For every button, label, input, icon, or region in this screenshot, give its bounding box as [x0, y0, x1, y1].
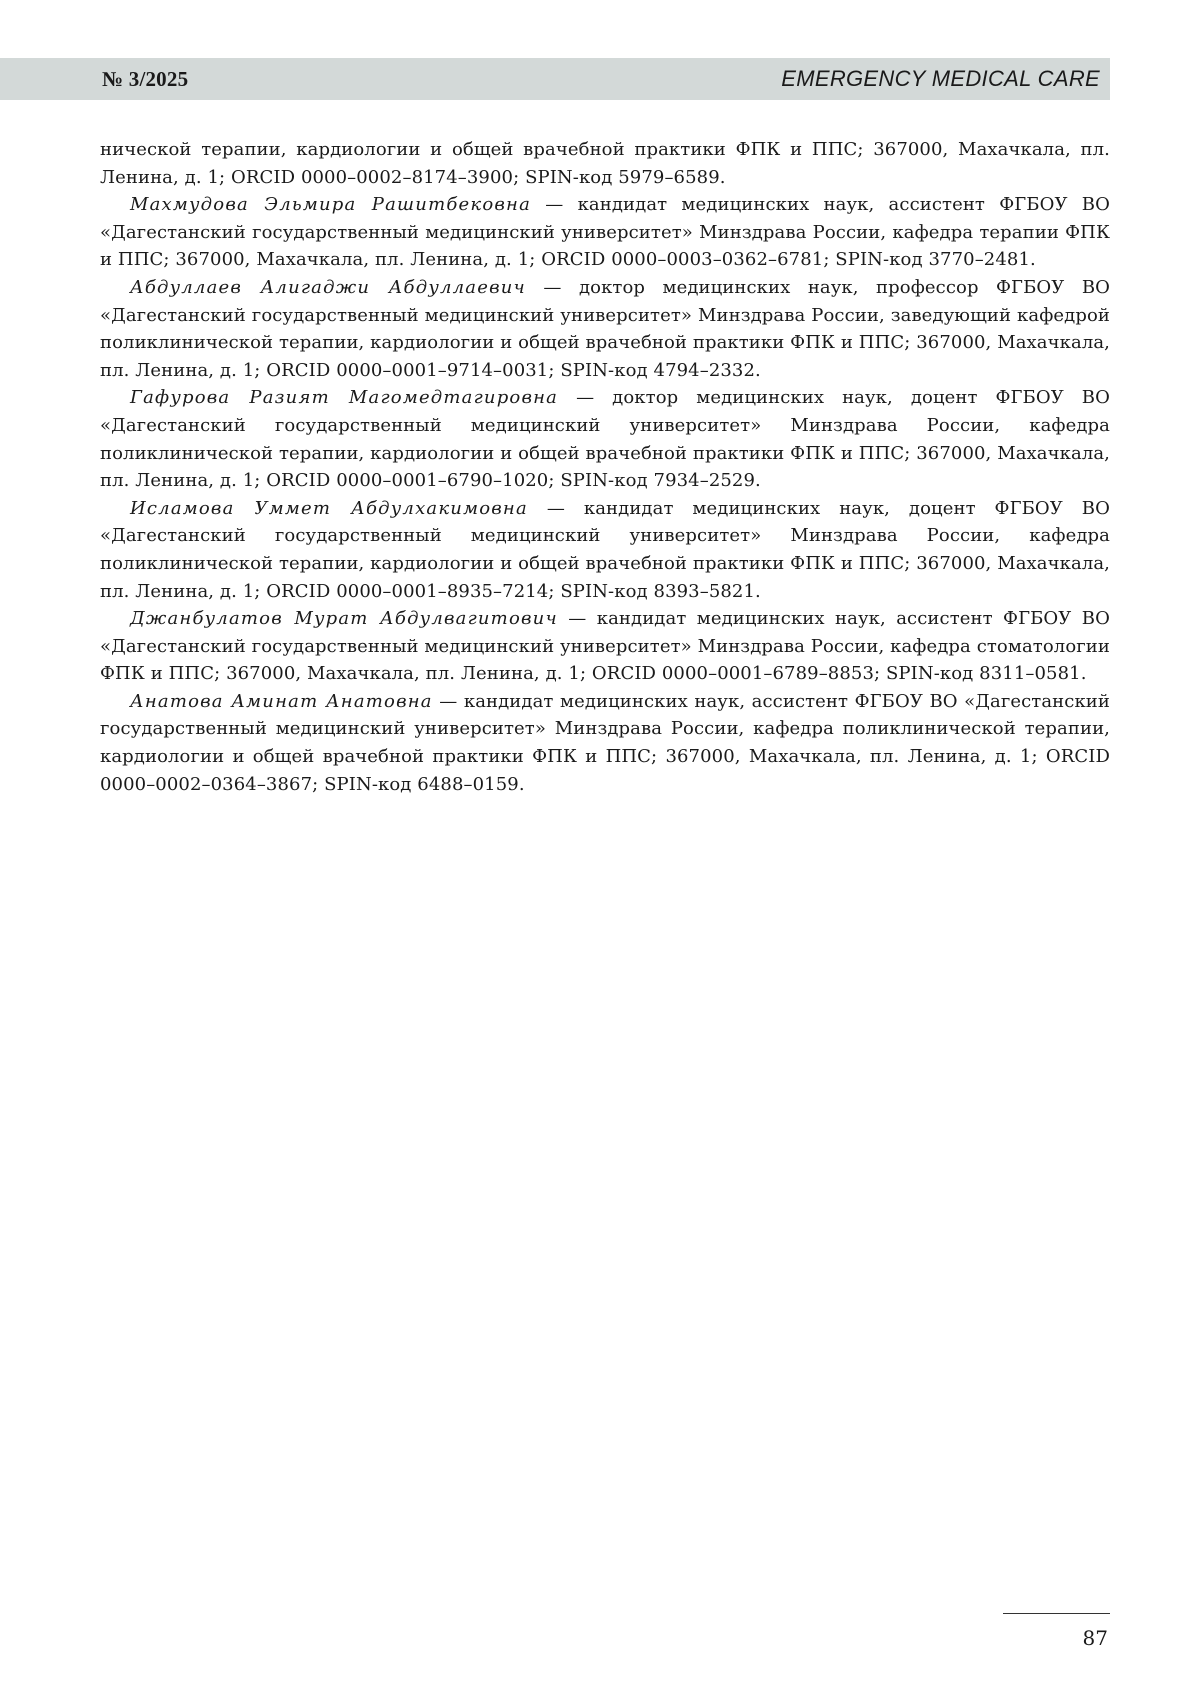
author-entry [100, 605, 1110, 688]
author-name: Гафурова Разият Магомедтагировна [130, 387, 559, 409]
footer-rule [1003, 1613, 1110, 1614]
author-name: Абдуллаев Алигаджи Абдуллаевич [130, 276, 526, 298]
continuation-paragraph: нической терапии, кардиологии и общей врачебной практики ФПК и ППС; 367000, Махачкала, пл. Ленина, д. 1; ORCID 0000–0002–8174–3900; SPIN-код 5979–6589. [100, 139, 1110, 188]
author-entry [100, 688, 1110, 798]
author-entry [100, 191, 1110, 274]
journal-title: EMERGENCY MEDICAL CARE [781, 66, 1100, 91]
author-name: Джанбулатов Мурат Абдулвагитович [130, 608, 558, 630]
issue-number: № 3/2025 [102, 67, 189, 91]
author-details: — кандидат медицинских наук, ассистент ФГБОУ ВО «Дагестанский государственный медицинский университет» Минздрава России, кафедра стоматологии ФПК и ППС; 367000, Махачкала, пл. Ленина, д. 1; ORCID 0000–0001–6789–8853; SPIN-код 8311–0581. [100, 608, 1110, 685]
author-entry [100, 384, 1110, 494]
author-details: — доктор медицинских наук, доцент ФГБОУ ВО «Дагестанский государственный медицинский университет» Минздрава России, кафедра поликлинической терапии, кардиологии и общей врачебной практики ФПК и ППС; 367000, Махачкала, пл. Ленина, д. 1; ORCID 0000–0001–6790–1020; SPIN-код 7934–2529. [100, 387, 1111, 492]
author-details: — доктор медицинских наук, профессор ФГБОУ ВО «Дагестанский государственный медицинский университет» Минздрава России, заведующий кафедрой поликлинической терапии, кардиологии и общей врачебной практики ФПК и ППС; 367000, Махачкала, пл. Ленина, д. 1; ORCID 0000–0001–9714–0031; SPIN-код 4794–2332. [100, 276, 1111, 381]
author-information [100, 136, 1110, 798]
author-entry [100, 495, 1110, 605]
author-details: — кандидат медицинских наук, ассистент ФГБОУ ВО «Дагестанский государственный медицинский университет» Минздрава России, кафедра поликлинической терапии, кардиологии и общей врачебной практики ФПК и ППС; 367000, Махачкала, пл. Ленина, д. 1; ORCID 0000–0002–0364–3867; SPIN-код 6488–0159. [100, 690, 1110, 795]
author-name: Анатова Аминат Анатовна [130, 690, 433, 712]
author-name: Исламова Уммет Абдулхакимовна [130, 497, 528, 519]
page-number: 87 [1082, 1626, 1108, 1650]
author-entry [100, 274, 1110, 384]
author-details: — кандидат медицинских наук, доцент ФГБОУ ВО «Дагестанский государственный медицинский университет» Минздрава России, кафедра поликлинической терапии, кардиологии и общей врачебной практики ФПК и ППС; 367000, Махачкала, пл. Ленина, д. 1; ORCID 0000–0001–8935–7214; SPIN-код 8393–5821. [100, 497, 1111, 602]
author-name: Махмудова Эльмира Рашитбековна [130, 194, 532, 216]
author-details: — кандидат медицинских наук, ассистент ФГБОУ ВО «Дагестанский государственный медицинский университет» Минздрава России, кафедра терапии ФПК и ППС; 367000, Махачкала, пл. Ленина, д. 1; ORCID 0000–0003–0362–6781; SPIN-код 3770–2481. [100, 194, 1110, 271]
